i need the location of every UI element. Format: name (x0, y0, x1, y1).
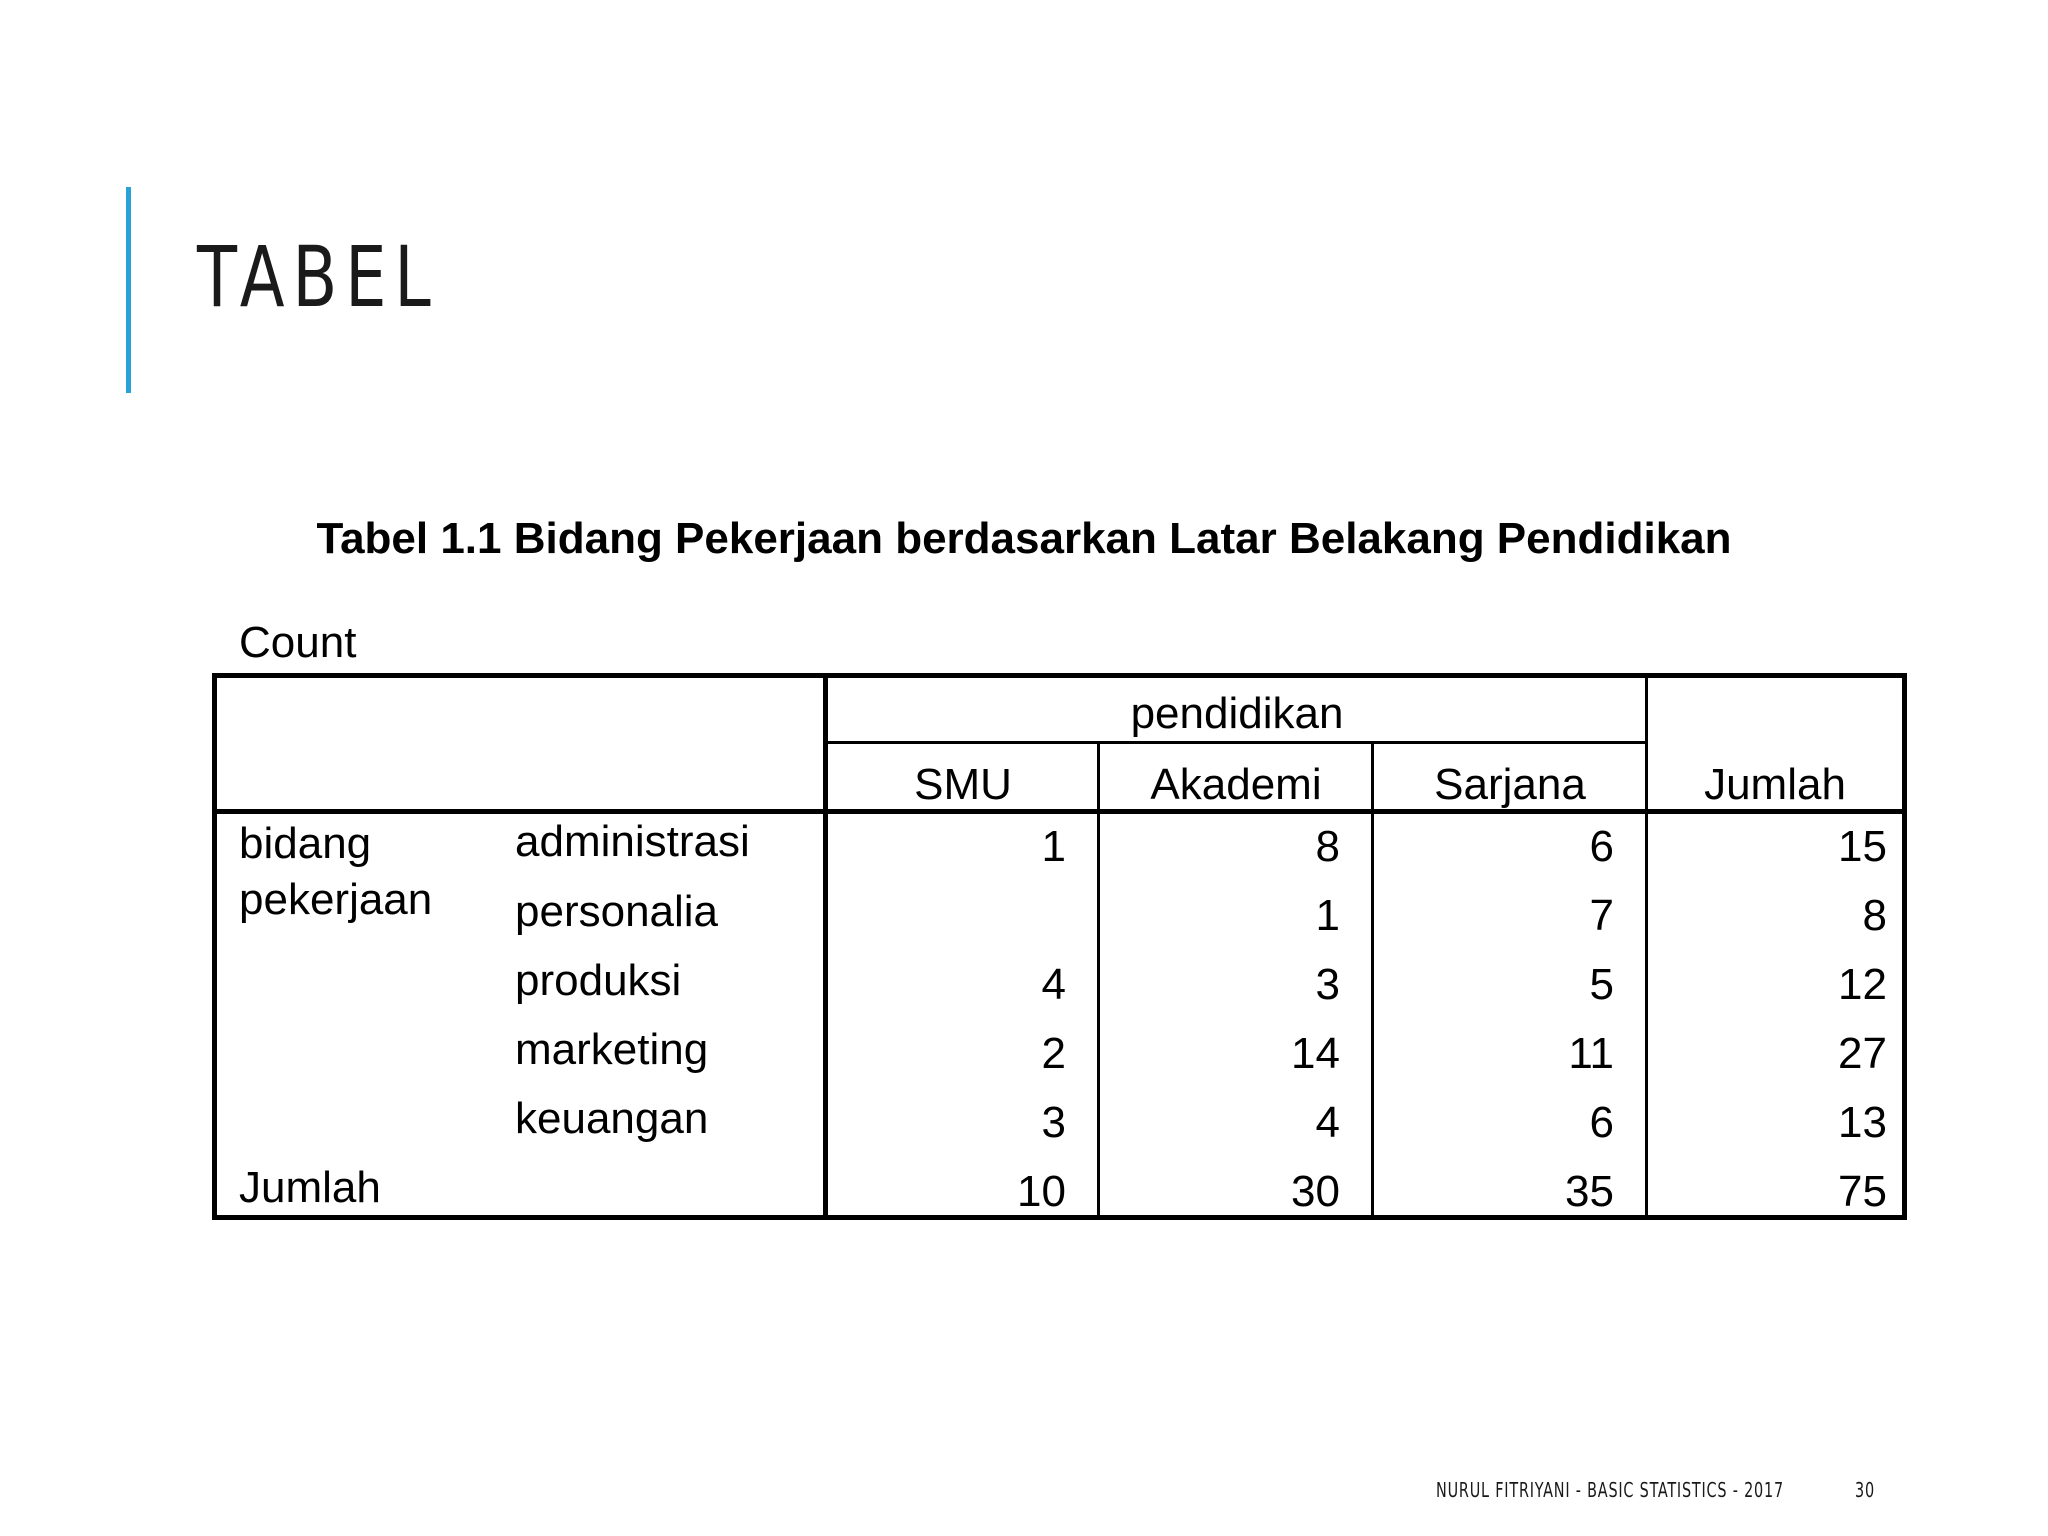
page-number: 30 (1855, 1478, 1875, 1502)
table-cell: 3 (1041, 1098, 1066, 1147)
table-cell: 27 (1838, 1029, 1887, 1078)
table-cell: 6 (1589, 822, 1614, 871)
table-cell: 7 (1589, 891, 1614, 940)
row-label: marketing (515, 1025, 709, 1074)
count-label: Count (239, 618, 357, 667)
table-cell: 14 (1291, 1029, 1340, 1078)
table-cell: 4 (1041, 960, 1066, 1009)
row-group-label: bidang (239, 819, 372, 868)
row-label: keuangan (515, 1094, 709, 1143)
total-cell: 35 (1565, 1167, 1614, 1216)
total-cell: 75 (1838, 1167, 1887, 1216)
footer-text: NURUL FITRIYANI - BASIC STATISTICS - 2017 (1436, 1478, 1784, 1502)
table-cell: 1 (1041, 822, 1066, 871)
header-divider (217, 809, 1902, 814)
group-header-underline (828, 741, 1646, 744)
column-header: Akademi (1150, 760, 1322, 809)
slide-title: TABEL (197, 228, 439, 326)
total-cell: 10 (1017, 1167, 1066, 1216)
table-cell: 1 (1315, 891, 1340, 940)
table-cell: 8 (1862, 891, 1887, 940)
table-cell: 15 (1838, 822, 1887, 871)
column-header: Sarjana (1434, 760, 1586, 809)
table-cell: 4 (1315, 1098, 1340, 1147)
table-cell: 8 (1315, 822, 1340, 871)
table-cell: 11 (1568, 1029, 1614, 1078)
table-cell: 12 (1838, 960, 1887, 1009)
group-header-pendidikan: pendidikan (1130, 689, 1344, 738)
table-cell: 5 (1589, 960, 1614, 1009)
table-cell: 6 (1589, 1098, 1614, 1147)
total-cell: 30 (1291, 1167, 1340, 1216)
table-cell: 3 (1315, 960, 1340, 1009)
row-label: administrasi (515, 817, 750, 866)
column-header: Jumlah (1704, 760, 1846, 809)
table-caption: Tabel 1.1 Bidang Pekerjaan berdasarkan Latar Belakang Pendidikan (316, 514, 1732, 563)
row-label: personalia (515, 887, 719, 936)
crosstab-table (212, 673, 1907, 1220)
table-cell: 13 (1838, 1098, 1887, 1147)
total-row-label: Jumlah (239, 1163, 381, 1212)
row-label: produksi (515, 956, 682, 1005)
row-group-label: pekerjaan (239, 875, 433, 924)
title-accent-bar (126, 187, 131, 393)
column-header: SMU (914, 760, 1012, 809)
table-cell: 2 (1041, 1029, 1066, 1078)
